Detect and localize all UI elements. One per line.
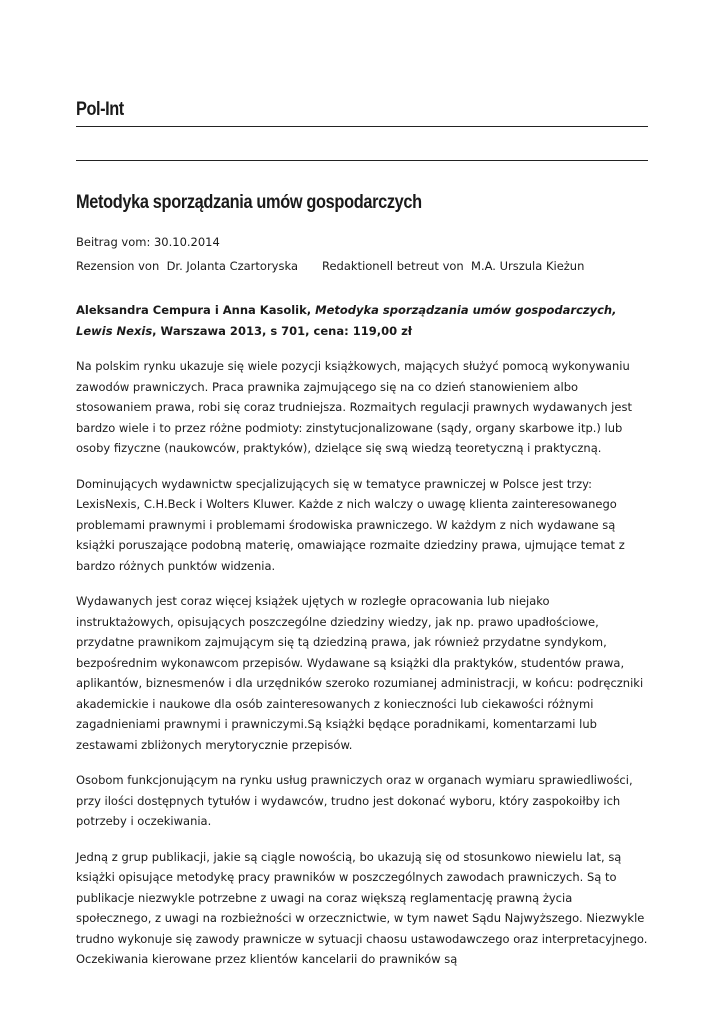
reviewer-name: Dr. Jolanta Czartoryska <box>166 259 298 273</box>
book-details: , Warszawa 2013, s 701, cena: 119,00 zł <box>152 323 413 338</box>
site-title: Pol-Int <box>76 99 124 120</box>
body-paragraph: Osobom funkcjonującym na rynku usług prawniczych oraz w organach wymiaru sprawiedliwości, przy ilości dostępnych tytułów i wydawców, trudno jest dokonać wyboru, który zaspokoiłby ich potrzeby i oczekiwania. <box>76 773 633 828</box>
body-paragraph: Na polskim rynku ukazuje się wiele pozycji książkowych, mających służyć pomocą wykonywaniu zawodów prawniczych. Praca prawnika zajmującego się na co dzień stanowieniem albo stosowaniem prawa, robi się coraz trudniejsza. Rozmaitych regulacji prawnych wydawanych jest bardzo wiele i to przez różne podmioty: zinstytucjonalizowane (sądy, organy skarbowe itp.) lub osoby fizyczne (naukowców, praktyków), dzielące się swą wiedzą teoretyczną i praktyczną. <box>76 359 632 455</box>
review-label: Rezension von <box>76 259 160 273</box>
body-paragraph: Dominujących wydawnictw specjalizujących się w tematyce prawniczej w Polsce jest trzy: LexisNexis, C.H.Beck i Wolters Kluwer. Każde z nich walczy o uwagę klienta zainteresowanego problemami prawnymi i problemami środowiska prawniczego. W każdym z nich wydawane są książki poruszające podobną materię, omawiające rozmaite dziedziny prawa, ujmujące temat z bardzo różnych punktów widzenia. <box>76 476 625 573</box>
header-divider-bottom <box>76 160 648 161</box>
article-credits <box>76 258 584 274</box>
body-paragraph: Wydawanych jest coraz więcej książek ujętych w rozległe opracowania lub niejako instruktażowych, opisujących poszczególne dziedziny wiedzy, jak np. prawo upadłościowe, przydatne prawnikom zajmującym się tą dziedziną prawa, jak również przydatne syndykom, bezpośrednim wykonawcom przepisów. Wydawane są książki dla praktyków, studentów prawa, aplikantów, biznesmenów i dla urzędników szeroko rozumianej administracji, w końcu: podręczniki akademickie i naukowe dla osób zainteresowanych z konieczności lub ciekawości różnymi zagadnieniami prawnymi i prawniczymi.Są książki będące poradnikami, komentarzami lub zestawami zbliżonych merytorycznie przepisów. <box>76 594 644 752</box>
body-paragraph: Jedną z grup publikacji, jakie są ciągle nowością, bo ukazują się od stosunkowo niewielu lat, są książki opisujące metodykę pracy prawników w poszczególnych zawodach prawniczych. Są to publikacje niezwykle potrzebne z uwagi na coraz większą reglamentację prawną życia społecznego, z uwagi na rozbieżności w orzecznictwie, w tym nawet Sądu Najwyższego. Niezwykle trudno wykonuje się zawody prawnicze w sytuacji chaosu ustawodawczego oraz interpretacyjnego. Oczekiwania kierowane przez klientów kancelarii do prawników są <box>76 849 648 966</box>
book-authors: Aleksandra Cempura i Anna Kasolik, <box>76 303 316 317</box>
bibliography-entry <box>76 300 648 341</box>
header-divider-top <box>76 126 648 127</box>
editor-name: M.A. Urszula Kieżun <box>471 259 585 273</box>
article-date: Beitrag vom: 30.10.2014 <box>76 235 220 249</box>
book-title: Metodyka sporządzania umów gospodarczych, Lewis Nexis <box>76 303 617 338</box>
editor-label: Redaktionell betreut von <box>322 259 464 273</box>
article-title: Metodyka sporządzania umów gospodarczych <box>76 192 422 213</box>
article-body <box>76 300 648 985</box>
